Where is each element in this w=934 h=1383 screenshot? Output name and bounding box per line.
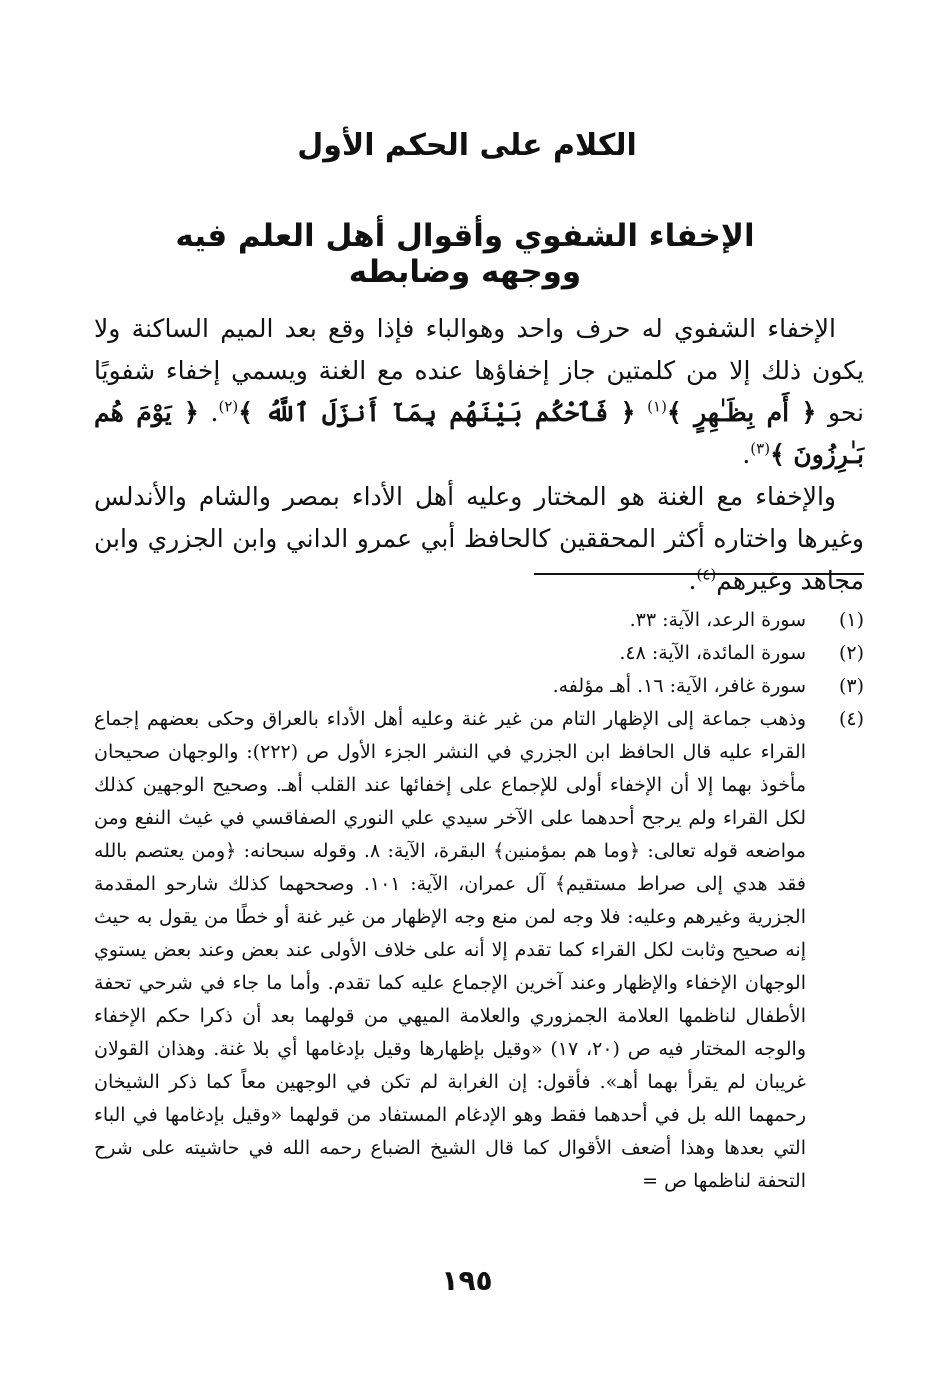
paragraph-2 [94,476,864,602]
footnote-text: وذهب جماعة إلى الإظهار التام من غير غنة وعليه أهل الأداء بالعراق وحكى بعضهم إجماع القراء عليه قال الحافظ ابن الجزري في النشر الجزء الأول ص (٢٢٢): والوجهان صحيحان مأخوذ بهما إلا أن الإخفاء أولى للإجماع على إخفائها عند القلب أهـ. وصحيح الوجهين كذلك لكل القراء ولم يرجح أحدهما على الآخر سيدي علي النوري الصفاقسي في غيث النفع ومن مواضعه قوله تعالى: ﴿وما هم بمؤمنين﴾ البقرة، الآية: ٨. وقوله سبحانه: ﴿ومن يعتصم بالله فقد هدي إلى صراط مستقيم﴾ آل عمران، الآية: ١٠١. وصححهما كذلك شارحو المقدمة الجزرية وغيرهم وعليه: فلا وجه لمن منع وجه الإظهار من غير غنة أو خطًا من يقول به حيث إنه صحيح وثابت لكل القراء كما تقدم إلا أنه على خلاف الأولى عند بعض وعند بعض يستوي الوجهان الإخفاء والإظهار وعند آخرين الإجماع عليه كما تقدم. وأما ما جاء في شرحي تحفة الأطفال لناظمها العلامة الجمزوري والعلامة الميهي من قولهما بعد أن ذكرا حكم الإخفاء والوجه المختار فيه ص (٢٠، ١٧) «وقيل بإظهارها وقيل بإدغامها أي بلا غنة. وهذان القولان غريبان لم يقرأ بهما أهـ». فأقول: إن الغرابة لم تكن في الوجهين معاً كما ذكر الشيخان رحمهما الله بل في أحدهما فقط وهو الإدغام المستفاد من قولهما «وقيل بإدغامها في الباء التي بعدها وهذا أضعف الأقوال كما قال الشيخ الضباع رحمه الله في حاشيته على شرح التحفة لناظمها ص = [94,708,806,1192]
section-subtitle: الإخفاء الشفوي وأقوال أهل العلم فيه ووجهه وضابطه [175,218,755,290]
paragraph-1-end: . [742,440,751,469]
footnote-item [94,670,864,703]
footnote-item [94,637,864,670]
paragraph-1-text: الإخفاء الشفوي له حرف واحد وهوالباء فإذا وقع بعد الميم الساكنة ولا يكون ذلك إلا من كلمتين جاز إخفاؤها عنده مع الغنة ويسمي إخفاء شفويًا نحو [94,314,864,427]
footnotes [94,604,864,1198]
footnote-ref-1: (١) [647,397,667,416]
paragraph-2-end: . [688,566,697,595]
paragraph-1 [94,308,864,476]
footnote-divider [534,573,864,575]
main-text [94,308,864,602]
page-number: ١٩٥ [441,1264,493,1297]
paragraph-2-text: والإخفاء مع الغنة هو المختار وعليه أهل الأداء بمصر والشام والأندلس وغيرها واختاره أكثر المحققين كالحافظ أبي عمرو الداني وابن الجزري وابن مجاهد وغيرهم [94,482,864,595]
chapter-title: الكلام على الحكم الأول [297,128,637,163]
verse-separator: . [210,398,219,427]
footnote-number: (١) [838,609,864,631]
footnote-number: (٢) [838,642,864,664]
footnote-ref-4: (٤) [696,565,717,584]
footnote-item [94,604,864,637]
footnote-number: (٤) [838,708,864,730]
footnote-text: سورة الرعد، الآية: ٣٣. [629,609,806,631]
footnote-item [94,703,864,1198]
footnote-number: (٣) [838,675,864,697]
footnote-text: سورة المائدة، الآية: ٤٨. [619,642,806,664]
verse-2: ﴿ فَٱحْكُم بَيْنَهُم بِمَآ أَنزَلَ ٱللَّهُ ﴾ [238,398,636,427]
verse-3: ﴿ يَوْمَ هُم بَـٰرِزُونَ ﴾ [94,398,864,469]
footnote-ref-3: (٣) [750,439,771,458]
verse-1: ﴿ أَم بِظَـٰهِرٍ ﴾ [666,398,817,427]
footnote-text: سورة غافر، الآية: ١٦. أهـ مؤلفه. [552,675,806,697]
footnote-ref-2: (٢) [218,397,239,416]
